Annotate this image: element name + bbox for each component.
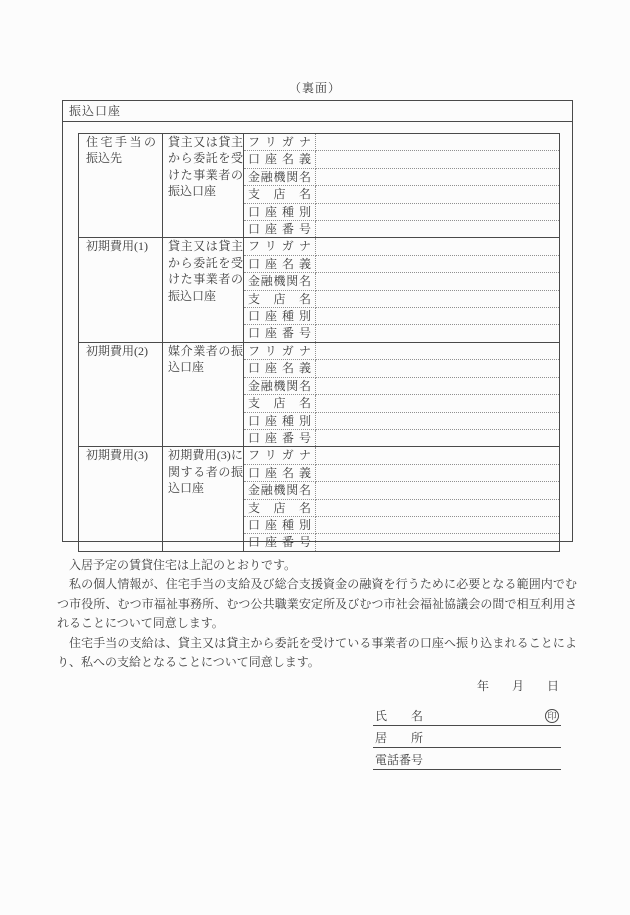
- address-field[interactable]: [423, 732, 559, 746]
- field-value-branch[interactable]: [316, 395, 560, 412]
- block-description: 貸主又は貸主から委託を受けた事業者の振込口座: [163, 238, 244, 342]
- field-label-account-type: 口座種別: [244, 308, 316, 325]
- field-value-account-type[interactable]: [316, 412, 560, 429]
- month-label: 月: [511, 679, 524, 693]
- name-label: 氏名: [375, 709, 423, 723]
- block-initial-cost-2: [79, 342, 560, 446]
- field-value-furigana[interactable]: [316, 238, 560, 255]
- signature-name-row: [373, 704, 561, 726]
- field-value-institution[interactable]: [316, 482, 560, 499]
- signature-address-row: [373, 726, 561, 748]
- field-value-account-type[interactable]: [316, 203, 560, 220]
- block-category: 初期費用(3): [79, 447, 163, 551]
- block-housing-allowance: [79, 134, 560, 238]
- consent-statements: [57, 556, 577, 672]
- field-label-account-number: 口座番号: [244, 325, 316, 342]
- field-value-furigana[interactable]: [316, 134, 560, 151]
- statement-payment-consent: 住宅手当の支給は、貸主又は貸主から委託を受けている事業者の口座へ振り込まれることにより、私への支給となることについて同意します。: [57, 635, 577, 670]
- field-value-institution[interactable]: [316, 273, 560, 290]
- field-value-account-number[interactable]: [316, 221, 560, 238]
- block-initial-cost-3: [79, 447, 560, 551]
- field-label-account-holder: 口座名義: [244, 464, 316, 481]
- signature-phone-row: [373, 748, 561, 770]
- field-label-account-number: 口座番号: [244, 534, 316, 551]
- field-label-branch: 支店名: [244, 186, 316, 203]
- block-category: 住宅手当の振込先: [79, 134, 163, 238]
- field-value-account-holder[interactable]: [316, 151, 560, 168]
- section-title: 振込口座: [63, 101, 572, 122]
- field-label-furigana: フリガナ: [244, 342, 316, 359]
- field-label-account-number: 口座番号: [244, 221, 316, 238]
- field-value-account-holder[interactable]: [316, 360, 560, 377]
- field-value-furigana[interactable]: [316, 342, 560, 359]
- page-side-label: （裏面）: [288, 81, 341, 95]
- field-value-account-type[interactable]: [316, 308, 560, 325]
- field-label-account-holder: 口座名義: [244, 151, 316, 168]
- block-description: 媒介業者の振込口座: [163, 342, 244, 446]
- field-value-institution[interactable]: [316, 168, 560, 185]
- field-label-branch: 支店名: [244, 395, 316, 412]
- phone-field[interactable]: [423, 754, 559, 768]
- transfer-account-section: [62, 100, 573, 550]
- field-label-furigana: フリガナ: [244, 134, 316, 151]
- field-value-branch[interactable]: [316, 290, 560, 307]
- address-label: 居所: [375, 731, 423, 745]
- block-description: 貸主又は貸主から委託を受けた事業者の振込口座: [163, 134, 244, 238]
- field-value-account-holder[interactable]: [316, 464, 560, 481]
- block-description: 初期費用(3)に関する者の振込口座: [163, 447, 244, 551]
- block-initial-cost-1: [79, 238, 560, 342]
- field-label-branch: 支店名: [244, 290, 316, 307]
- field-label-account-holder: 口座名義: [244, 255, 316, 272]
- day-label: 日: [546, 679, 559, 693]
- field-label-institution: 金融機関名: [244, 482, 316, 499]
- field-label-account-holder: 口座名義: [244, 360, 316, 377]
- field-label-institution: 金融機関名: [244, 377, 316, 394]
- field-label-institution: 金融機関名: [244, 168, 316, 185]
- field-value-furigana[interactable]: [316, 447, 560, 464]
- field-value-branch[interactable]: [316, 499, 560, 516]
- field-value-account-holder[interactable]: [316, 255, 560, 272]
- year-label: 年: [477, 679, 490, 693]
- statement-personal-info-consent: 私の個人情報が、住宅手当の支給及び総合支援資金の融資を行うために必要となる範囲内でむつ市役所、むつ市福祉事務所、むつ公共職業安定所及びむつ市社会福祉協議会の間で相互利用されることについて同意します。: [57, 577, 577, 631]
- field-value-branch[interactable]: [316, 186, 560, 203]
- field-label-account-type: 口座種別: [244, 203, 316, 220]
- date-line: [477, 677, 559, 694]
- field-label-furigana: フリガナ: [244, 238, 316, 255]
- field-label-account-type: 口座種別: [244, 412, 316, 429]
- phone-label: 電話番号: [375, 753, 424, 767]
- field-label-furigana: フリガナ: [244, 447, 316, 464]
- field-label-account-number: 口座番号: [244, 429, 316, 446]
- account-table: [78, 133, 560, 552]
- name-field[interactable]: [423, 710, 545, 724]
- block-category: 初期費用(2): [79, 342, 163, 446]
- seal-icon: 印: [545, 709, 559, 723]
- field-value-account-number[interactable]: [316, 325, 560, 342]
- field-label-institution: 金融機関名: [244, 273, 316, 290]
- signature-block: [373, 704, 561, 770]
- statement-rental-confirmation: 入居予定の賃貸住宅は上記のとおりです。: [69, 558, 297, 572]
- field-value-account-type[interactable]: [316, 516, 560, 533]
- field-label-branch: 支店名: [244, 499, 316, 516]
- field-value-institution[interactable]: [316, 377, 560, 394]
- block-category: 初期費用(1): [79, 238, 163, 342]
- field-label-account-type: 口座種別: [244, 516, 316, 533]
- field-value-account-number[interactable]: [316, 429, 560, 446]
- field-value-account-number[interactable]: [316, 534, 560, 551]
